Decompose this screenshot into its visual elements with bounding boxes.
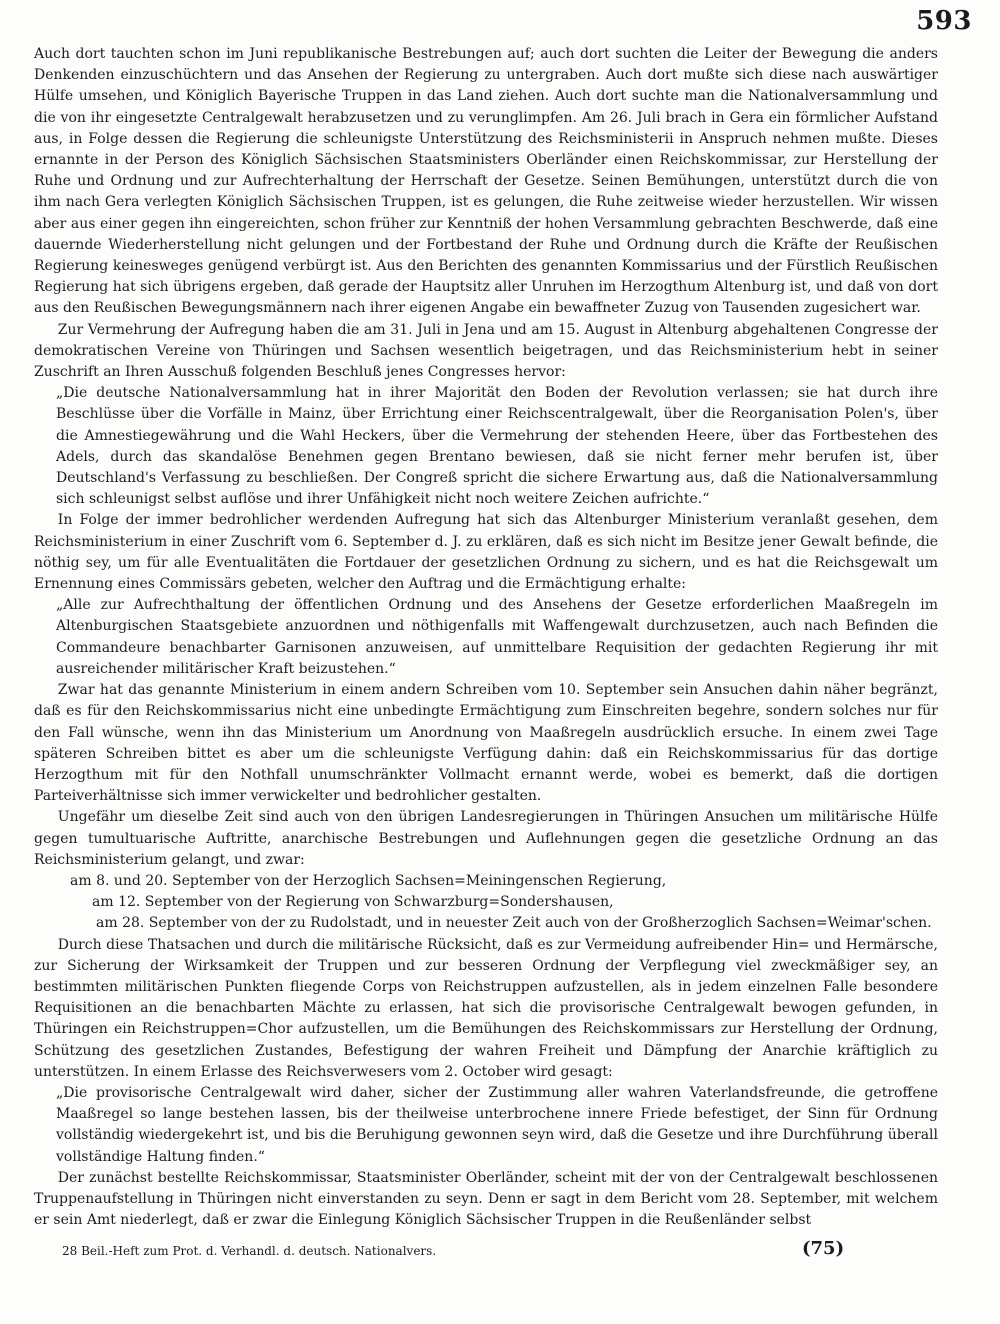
block-quote: „Alle zur Aufrechthaltung der öffentlichen Ordnung und des Ansehens der Gesetze erforderlichen Maaßregeln im Altenburgischen Staatsgebiete anzuordnen und nöthigenfalls mit Waffengewalt durchzusetzen, auch nach Befinden die Commandeure benachbarter Garnisonen anzuweisen, auf unmittelbare Requisition der gedachten Regierung ihr mit ausreichender militärischer Kraft beizustehen.“ [56, 597, 938, 677]
paragraph: Zwar hat das genannte Ministerium in einem andern Schreiben vom 10. September sein Ansuchen dahin näher begränzt, daß es für den Reichskommissarius nicht eine unbedingte Ermächtigung zum Einschreiten begehre, sondern solches nur für den Fall wünsche, wenn ihn das Ministerium um Anordnung von Maaßregeln ausdrücklich ersuche. In einem zwei Tage späteren Schreiben bittet es aber um die schleunigste Verfügung dahin: daß ein Reichskommissarius für das dortige Herzogthum mit für den Nothfall unumschränkter Vollmacht ernannt werde, wobei es bemerkt, daß die dortigen Parteiverhältnisse sich immer verwickelter und bedrohlicher gestalten. [34, 682, 938, 805]
paragraph: Durch diese Thatsachen und durch die militärische Rücksicht, daß es zur Vermeidung aufreibender Hin= und Hermärsche, zur Sicherung der Wirksamkeit der Truppen und zur besseren Ordnung der Verpflegung viel zweckmäßiger sey, an bestimmten militärischen Punkten fliegende Corps von Reichstruppen aufzustellen, als in jedem einzelnen Falle besondere Requisitionen an die benachbarten Mächte zu erlassen, hat sich die provisorische Centralgewalt bewogen gefunden, in Thüringen ein Reichstruppen=Chor aufzustellen, um die Bemühungen des Reichskommissars zur Herstellung der Ordnung, Schützung des gesetzlichen Zustandes, Befestigung der wahren Freiheit und Dämpfung der Anarchie kräftiglich zu unterstützen. In einem Erlasse des Reichsverwesers vom 2. October wird gesagt: [34, 936, 938, 1080]
paragraph: Auch dort tauchten schon im Juni republikanische Bestrebungen auf; auch dort suchten die Leiter der Bewegung die anders Denkenden einzuschüchtern und das Ansehen der Regierung zu untergraben. Auch dort mußte sich diese nach auswärtiger Hülfe umsehen, und Königlich Bayerische Truppen in das Land ziehen. Auch dort suchte man die Nationalversammlung und die von ihr eingesetzte Centralgewalt herabzusetzen und zu verunglimpfen. Am 26. Juli brach in Gera ein förmlicher Aufstand aus, in Folge dessen die Regierung die schleunigste Unterstützung des Reichsministerii in Anspruch nehmen mußte. Dieses ernannte in der Person des Königlich Sächsischen Staatsministers Oberländer einen Reichskommissar, zur Herstellung der Ruhe und Ordnung und zur Aufrechterhaltung der Herrschaft der Gesetze. Seinen Bemühungen, unterstützt durch die von ihm nach Gera verlegten Königlich Sächsischen Truppen, ist es gelungen, die Ruhe zeitweise wieder herzustellen. Wir wissen aber aus einer gegen ihn eingereichten, schon früher zur Kenntniß der hohen Versammlung gebrachten Beschwerde, daß eine dauernde Wiederherstellung nicht gelungen und der Fortbestand der Ruhe und Ordnung durch die Kräfte der Reußischen Regierung keinesweges genügend verbürgt ist. Aus den Berichten des genannten Kommissarius und der Fürstlich Reußischen Regierung hat sich übrigens ergeben, daß gerade der Hauptsitz aller Unruhen im Herzogthum Altenburg ist, und daß von dort aus den Reußischen Bewegungsmännern nach ihrer eigenen Angabe ein bewaffneter Zuzug von Tausenden zugesichert war. [34, 46, 938, 317]
page-number: 593 [916, 6, 972, 36]
block-quote: „Die provisorische Centralgewalt wird daher, sicher der Zustimmung aller wahren Vaterlandsfreunde, die getroffene Maaßregel so lange bestehen lassen, bis der theilweise unterbrochene innere Friede befestiget, der Sinn für Ordnung vollständig wiedergekehrt ist, und bis die Beruhigung gewonnen seyn wird, daß die Gesetze und ihre Durchführung überall vollständige Haltung finden.“ [56, 1084, 938, 1165]
sheet-number: (75) [802, 1238, 845, 1259]
footer-note: 28 Beil.-Heft zum Prot. d. Verhandl. d. deutsch. Nationalvers. [62, 1244, 437, 1258]
list-item: am 8. und 20. September von der Herzoglich Sachsen=Meiningenschen Regierung, [70, 872, 667, 889]
list-item: am 28. September von der zu Rudolstadt, und in neuester Zeit auch von der Großherzoglich Sachsen=Weimar'schen. [96, 915, 932, 932]
paragraph: Der zunächst bestellte Reichskommissar, Staatsminister Oberländer, scheint mit der von der Centralgewalt beschlossenen Truppenaufstellung in Thüringen nicht einverstanden zu seyn. Denn er sagt in dem Bericht vom 28. September, mit welchem er sein Amt niederlegt, daß er zwar die Einlegung Königlich Sächsischer Truppen in die Reußenländer selbst [34, 1169, 938, 1229]
block-quote: „Die deutsche Nationalversammlung hat in ihrer Majorität den Boden der Revolution verlassen; sie hat durch ihre Beschlüsse über die Vorfälle in Mainz, über Errichtung einer Reichscentralgewalt, über die Reorganisation Polen's, über die Amnestiegewährung und die Wahl Heckers, über die Vermehrung der stehenden Heere, über das Fortbestehen des Adels, durch das skandalöse Benehmen gegen Brentano bewiesen, daß sie nicht ferner mehr berufen ist, über Deutschland's Verfassung zu beschließen. Der Congreß spricht die sichere Erwartung aus, daß die Nationalversammlung sich schleunigst selbst auflöse und ihrer Unfähigkeit nicht noch weitere Zeichen aufrichte.“ [56, 385, 938, 508]
paragraph: In Folge der immer bedrohlicher werdenden Aufregung hat sich das Altenburger Ministerium veranlaßt gesehen, dem Reichsministerium in einer Zuschrift vom 6. September d. J. zu erklären, daß es sich nicht im Besitze jener Gewalt befinde, die nöthig sey, um für alle Eventualitäten die Fortdauer der gesetzlichen Ordnung zu sichern, und es hat die Reichsgewalt um Ernennung eines Commissärs gebeten, welcher den Auftrag und die Ermächtigung erhalte: [34, 512, 938, 593]
list-item: am 12. September von der Regierung von Schwarzburg=Sondershausen, [92, 894, 614, 911]
page-footer [62, 1238, 962, 1266]
paragraph: Ungefähr um dieselbe Zeit sind auch von den übrigen Landesregierungen in Thüringen Ansuchen um militärische Hülfe gegen tumultuarische Auftritte, anarchische Bestrebungen und Auflehnungen gegen die gesetzliche Ordnung an das Reichsministerium gelangt, und zwar: [34, 809, 938, 868]
paragraph: Zur Vermehrung der Aufregung haben die am 31. Juli in Jena und am 15. August in Altenburg abgehaltenen Congresse der demokratischen Vereine von Thüringen und Sachsen wesentlich beigetragen, und das Reichsministerium hebt in seiner Zuschrift an Ihren Ausschuß folgenden Beschluß jenes Congresses hervor: [34, 321, 938, 381]
body-text [34, 44, 938, 1231]
